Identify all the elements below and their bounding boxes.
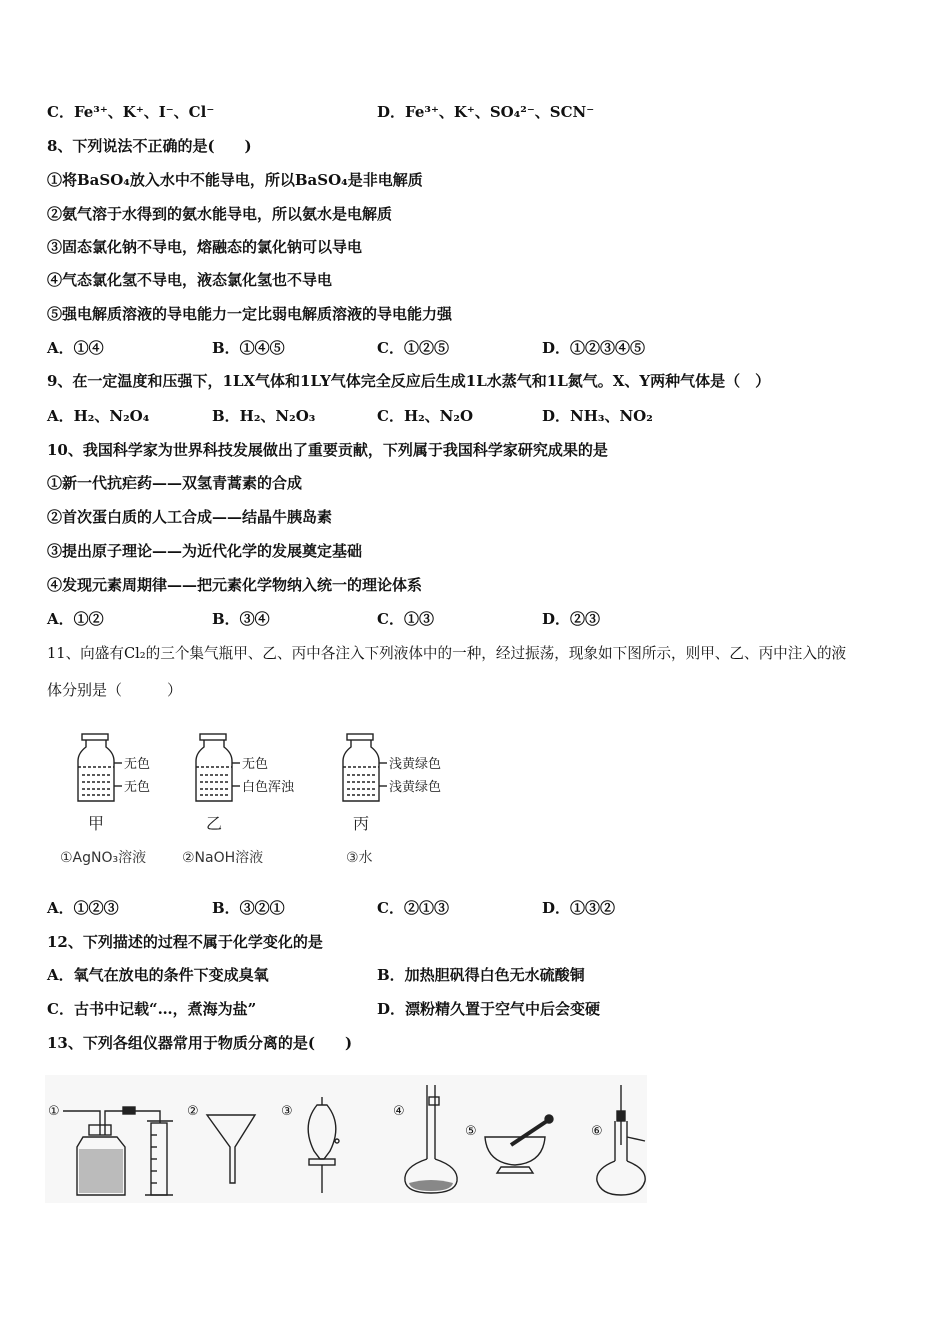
- yi-lower-label: 白色浑浊: [242, 780, 295, 795]
- q8-item-4: ④气态氯化氢不导电，液态氯化氢也不导电: [47, 271, 333, 289]
- q10-option-b: B．③④: [212, 610, 270, 628]
- q8-stem: 8、下列说法不正确的是( ): [47, 137, 252, 155]
- jia-upper-label: 无色: [124, 757, 151, 772]
- q9-stem: 9、在一定温度和压强下，1LX气体和1LY气体完全反应后生成1L水蒸气和1L氮气。X、Y两种气体是（ ）: [47, 372, 771, 390]
- q13-stem: 13、下列各组仪器常用于物质分离的是( ): [47, 1034, 353, 1052]
- q8-option-a: A．①④: [47, 339, 104, 357]
- q8-item-2: ②氨气溶于水得到的氨水能导电，所以氨水是电解质: [47, 205, 393, 223]
- q10-item-4: ④发现元素周期律——把元素化学物纳入统一的理论体系: [47, 576, 423, 594]
- q9-option-b: B．H₂、N₂O₃: [212, 407, 316, 425]
- q12-stem: 12、下列描述的过程不属于化学变化的是: [47, 933, 323, 951]
- yi-name: 乙: [206, 814, 223, 833]
- q10-option-d: D．②③: [542, 610, 601, 628]
- q8-item-1: ①将BaSO₄放入水中不能导电，所以BaSO₄是非电解质: [47, 171, 423, 189]
- bing-upper-label: 浅黄绿色: [389, 757, 442, 772]
- q13-apparatus-figure: [45, 1075, 647, 1203]
- q11-gas-bottle-figure: [48, 725, 468, 875]
- q12-option-c: C．古书中记载“…，煮海为盐”: [47, 1000, 257, 1018]
- jia-lower-label: 无色: [124, 780, 151, 795]
- q11-option-d: D．①③②: [542, 899, 616, 917]
- q11-option-a: A．①②③: [47, 899, 119, 917]
- q10-item-3: ③提出原子理论——为近代化学的发展奠定基础: [47, 542, 363, 560]
- label-3: ③: [281, 1104, 293, 1119]
- label-6: ⑥: [591, 1124, 603, 1139]
- jia-name: 甲: [88, 814, 105, 833]
- q10-option-c: C．①③: [377, 610, 434, 628]
- q8-option-b: B．①④⑤: [212, 339, 285, 357]
- q12-option-b: B．加热胆矾得白色无水硫酸铜: [377, 966, 585, 984]
- q11-option-c: C．②①③: [377, 899, 449, 917]
- q10-stem: 10、我国科学家为世界科技发展做出了重要贡献，下列属于我国科学家研究成果的是: [47, 441, 608, 459]
- q8-option-d: D．①②③④⑤: [542, 339, 646, 357]
- q8-item-3: ③固态氯化钠不导电，熔融态的氯化钠可以导电: [47, 238, 363, 256]
- q7-option-d: D．Fe³⁺、K⁺、SO₄²⁻、SCN⁻: [377, 103, 595, 121]
- q10-item-1: ①新一代抗疟药——双氢青蒿素的合成: [47, 474, 303, 492]
- yi-reagent: ②NaOH溶液: [182, 850, 264, 866]
- q10-option-a: A．①②: [47, 610, 104, 628]
- bing-reagent: ③水: [346, 850, 373, 866]
- label-4: ④: [393, 1104, 405, 1119]
- bing-name: 丙: [353, 814, 370, 833]
- q7-option-c: C．Fe³⁺、K⁺、I⁻、Cl⁻: [47, 103, 215, 121]
- q11-option-b: B．③②①: [212, 899, 285, 917]
- q9-option-d: D．NH₃、NO₂: [542, 407, 653, 425]
- yi-upper-label: 无色: [242, 757, 269, 772]
- q11-stem-line2: 体分别是（ ）: [47, 681, 183, 699]
- bottle-jia: [78, 734, 122, 801]
- q8-item-5: ⑤强电解质溶液的导电能力一定比弱电解质溶液的导电能力强: [47, 305, 453, 323]
- q10-item-2: ②首次蛋白质的人工合成——结晶牛胰岛素: [47, 508, 333, 526]
- jia-reagent: ①AgNO₃溶液: [60, 850, 147, 866]
- q8-option-c: C．①②⑤: [377, 339, 449, 357]
- q11-stem-line1: 11、向盛有Cl₂的三个集气瓶甲、乙、丙中各注入下列液体中的一种，经过振荡，现象如下图所示，则甲、乙、丙中注入的液: [47, 645, 847, 662]
- bottle-bing: [343, 734, 387, 801]
- bing-lower-label: 浅黄绿色: [389, 780, 442, 795]
- q9-option-a: A．H₂、N₂O₄: [47, 407, 150, 425]
- label-1: ①: [48, 1104, 60, 1119]
- label-5: ⑤: [465, 1124, 477, 1139]
- q9-option-c: C．H₂、N₂O: [377, 407, 474, 425]
- label-2: ②: [187, 1104, 199, 1119]
- bottle-yi: [196, 734, 240, 801]
- q12-option-d: D．漂粉精久置于空气中后会变硬: [377, 1000, 601, 1018]
- q12-option-a: A．氧气在放电的条件下变成臭氧: [47, 966, 269, 984]
